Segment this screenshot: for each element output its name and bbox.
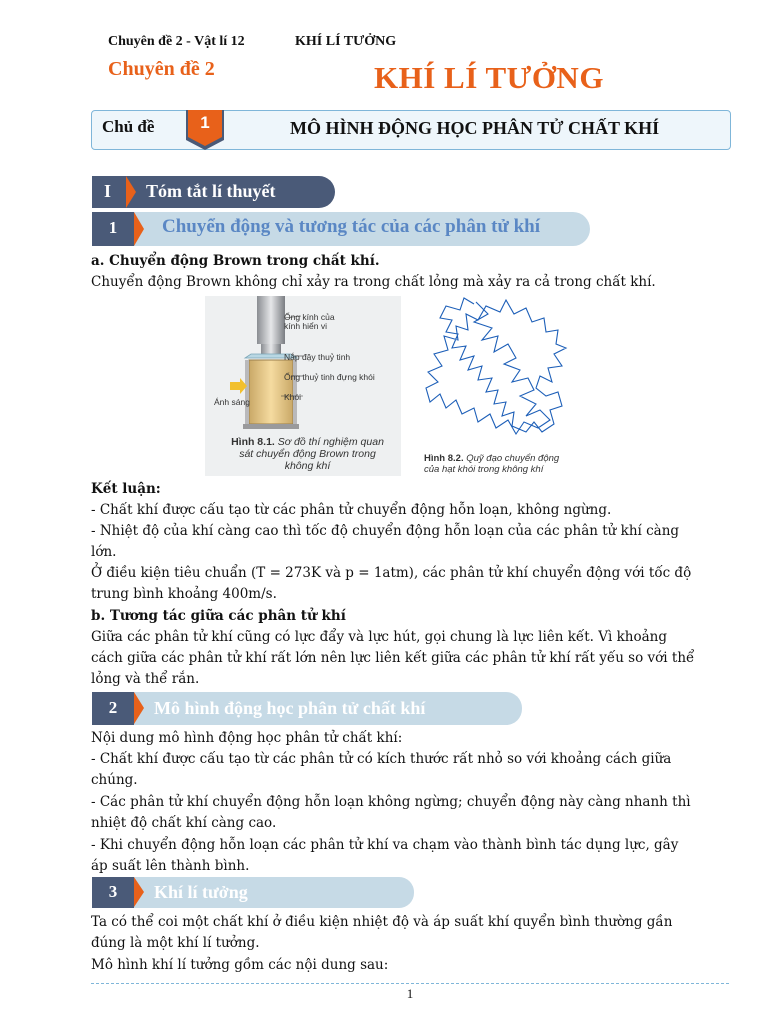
figure1-annotation: kính hiển vi xyxy=(284,321,327,331)
figure1-caption-label: Hình 8.1. xyxy=(231,436,275,448)
model-line: áp suất lên thành bình. xyxy=(91,858,250,874)
section-arrow-icon xyxy=(126,176,136,208)
figure1-annotation: Khói xyxy=(284,392,302,402)
part-b-line: lỏng và thể rắn. xyxy=(91,671,200,687)
subsection-arrow-icon xyxy=(134,877,144,907)
figure1-caption-line: không khí xyxy=(284,460,331,472)
conclusion-line: - Nhiệt độ của khí càng cao thì tốc độ chuyển động hỗn loạn của các phân tử khí càng xyxy=(91,523,680,539)
subsection-num-2: 2 xyxy=(108,698,118,717)
page-number: 1 xyxy=(406,986,414,1001)
figure1-annotation: Ánh sáng xyxy=(214,397,250,407)
figure2-caption xyxy=(424,453,584,475)
figure2-caption-label: Hình 8.2. xyxy=(424,453,464,464)
section-title: Tóm tắt lí thuyết xyxy=(146,181,276,201)
model-line: - Khi chuyển động hỗn loạn các phân tử khí va chạm vào thành bình tác dụng lực, gây xyxy=(91,837,679,853)
topic-line: Chuyên đề 2 - Vật lí 12 xyxy=(108,34,245,49)
model-line: - Các phân tử khí chuyển động hỗn loạn không ngừng; chuyển động này càng nhanh thì xyxy=(91,794,691,810)
model-line: Nội dung mô hình động học phân tử chất khí: xyxy=(91,730,403,746)
part-b-line: cách giữa các phân tử khí rất lớn nên lực liên kết giữa các phân tử khí rất yếu so với thể xyxy=(91,650,695,666)
chude-number: 1 xyxy=(200,113,210,132)
ideal-line: đúng là một khí lí tưởng. xyxy=(91,935,260,951)
chude-title: MÔ HÌNH ĐỘNG HỌC PHÂN TỬ CHẤT KHÍ xyxy=(290,118,660,138)
subsection-arrow-icon xyxy=(134,692,144,724)
topic-title-small: KHÍ LÍ TƯỞNG xyxy=(295,34,397,49)
figure1-caption-line: sát chuyển động Brown trong xyxy=(239,448,376,460)
ideal-line: Mô hình khí lí tưởng gồm các nội dung sau: xyxy=(91,957,389,973)
conclusion-line: trung bình khoảng 400m/s. xyxy=(91,586,277,602)
figure1-caption-line: Sơ đồ thí nghiệm quan xyxy=(277,436,384,448)
part-b-line: Giữa các phân tử khí cũng có lực đẩy và lực hút, gọi chung là lực liên kết. Vì khoảng xyxy=(91,629,667,645)
subsection-num-3: 3 xyxy=(108,882,118,901)
ideal-line: Ta có thể coi một chất khí ở điều kiện nhiệt độ và áp suất khí quyển bình thường gần xyxy=(91,914,673,930)
part-b-heading: b. Tương tác giữa các phân tử khí xyxy=(91,608,346,624)
model-line: - Chất khí được cấu tạo từ các phân tử có kích thước rất nhỏ so với khoảng cách giữa xyxy=(91,751,672,767)
page-title: KHÍ LÍ TƯỞNG xyxy=(374,60,604,95)
model-line: chúng. xyxy=(91,772,138,788)
subsection-title-1: Chuyển động và tương tác của các phân tử khí xyxy=(162,216,541,237)
subsection-arrow-icon xyxy=(134,212,144,246)
chude-label: Chủ đề xyxy=(102,117,155,136)
conclusion-line: - Chất khí được cấu tạo từ các phân tử chuyển động hỗn loạn, không ngừng. xyxy=(91,502,612,518)
part-a-text: Chuyển động Brown không chỉ xảy ra trong chất lỏng mà xảy ra cả trong chất khí. xyxy=(91,274,656,290)
figure-brown-trajectory xyxy=(416,292,576,444)
conclusion-line: Ở điều kiện tiêu chuẩn (T = 273K và p = 1atm), các phân tử khí chuyển động với tốc độ xyxy=(91,565,692,581)
subsection-title-3: Khí lí tưởng xyxy=(154,882,248,902)
figure1-caption xyxy=(220,436,395,472)
figure1-annotation: Nắp đậy thuỷ tinh xyxy=(284,352,351,362)
part-a-heading: a. Chuyển động Brown trong chất khí. xyxy=(91,253,380,269)
footer-divider xyxy=(91,983,729,984)
model-line: nhiệt độ chất khí càng cao. xyxy=(91,815,277,831)
chuyen-de-label: Chuyên đề 2 xyxy=(108,58,215,80)
figure1-annotation: Ống thuỷ tinh đựng khói xyxy=(284,372,375,382)
section-roman: I xyxy=(104,181,112,201)
figure1-annotation: Ống kính của xyxy=(284,312,335,322)
figure2-caption-line: của hạt khói trong không khí xyxy=(424,464,544,475)
subsection-title-2: Mô hình động học phân tử chất khí xyxy=(154,698,426,718)
figure2-caption-line: Quỹ đạo chuyển động xyxy=(466,453,560,464)
subsection-num-1: 1 xyxy=(108,218,118,237)
conclusion-line: lớn. xyxy=(91,544,117,560)
conclusion-heading: Kết luận: xyxy=(91,481,161,497)
